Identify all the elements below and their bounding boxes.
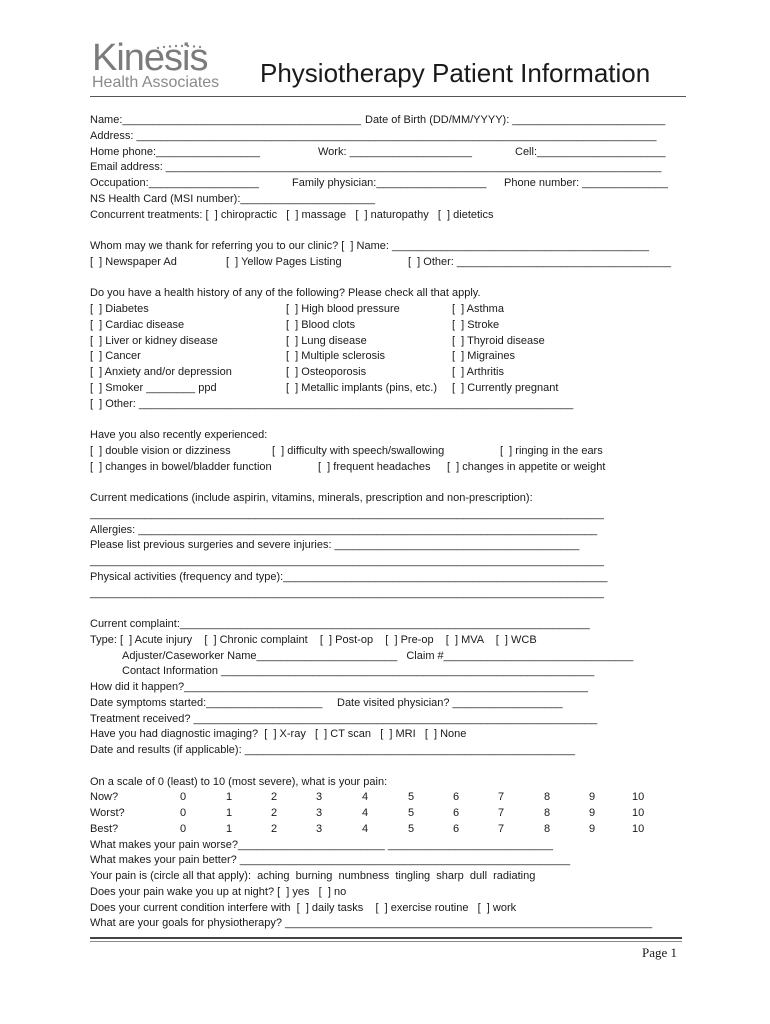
activities-extra-field[interactable]: ____________________________________________________________________________________ — [90, 586, 604, 599]
pain-wake-checkboxes[interactable]: Does your pain wake you up at night? [ ] yes [ ] no — [90, 885, 347, 898]
pain-scale-value[interactable]: 8 — [544, 822, 551, 835]
pain-scale-value[interactable]: 1 — [226, 791, 233, 804]
imaging-checkboxes[interactable]: Have you had diagnostic imaging? [ ] X-ray [ ] CT scan [ ] MRI [ ] None — [90, 728, 467, 741]
history-row — [90, 302, 690, 318]
logo-subtitle: Health Associates — [92, 74, 220, 91]
family-physician-field[interactable]: Family physician:__________________ — [292, 177, 487, 189]
referral-question[interactable]: Whom may we thank for referring you to our clinic? [ ] Name: __________________________________________ — [90, 240, 649, 252]
medications-intro: Current medications (include aspirin, vitamins, minerals, prescription and non-prescription): — [90, 492, 533, 504]
pain-scale-value[interactable]: 0 — [180, 791, 187, 804]
pain-scale-value[interactable]: 10 — [632, 807, 645, 819]
visited-physician-field[interactable]: Date visited physician? __________________ — [337, 696, 563, 709]
pain-scale-value[interactable]: 4 — [362, 807, 369, 819]
referral-other-field[interactable]: [ ] Other: ___________________________________ — [408, 255, 672, 268]
pain-scale-value[interactable]: 2 — [271, 807, 278, 819]
name-row — [90, 113, 690, 129]
pain-scale-intro: On a scale of 0 (least) to 10 (most severe), what is your pain: — [90, 775, 388, 788]
clinic-logo — [92, 38, 242, 94]
header-divider — [90, 96, 686, 97]
adjuster-field[interactable]: Adjuster/Caseworker Name_______________________ Claim #_______________________________ — [122, 649, 634, 662]
ns-health-card-field[interactable]: NS Health Card (MSI number):______________________ — [90, 192, 375, 205]
history-checkbox[interactable]: [ ] Blood clots — [286, 318, 356, 331]
home-phone-field[interactable]: Home phone:_________________ — [90, 145, 261, 158]
pain-worse-field[interactable]: What makes your pain worse?________________________ ___________________________ — [90, 838, 554, 851]
pain-scale-value[interactable]: 3 — [316, 822, 323, 835]
pain-scale-value[interactable]: 1 — [226, 822, 233, 835]
occupation-row — [90, 176, 690, 192]
concurrent-treatments[interactable]: Concurrent treatments: [ ] chiropractic [ ] massage [ ] naturopathy [ ] dietetics — [90, 208, 494, 221]
history-checkbox[interactable]: [ ] Thyroid disease — [452, 334, 545, 347]
history-checkbox[interactable]: [ ] Migraines — [452, 350, 515, 363]
history-row — [90, 349, 690, 365]
newspaper-ad-checkbox[interactable]: [ ] Newspaper Ad — [90, 255, 177, 268]
history-other-field[interactable]: [ ] Other: _______________________________________________________________________ — [90, 397, 574, 410]
form-body — [90, 113, 690, 932]
pain-scale-value[interactable]: 5 — [408, 807, 415, 819]
medications-field[interactable]: ____________________________________________________________________________________ — [90, 507, 604, 520]
pain-scale-value[interactable]: 2 — [271, 822, 278, 835]
imaging-results-field[interactable]: Date and results (if applicable): ______________________________________________________ — [90, 744, 576, 756]
pain-scale-row — [90, 806, 690, 822]
pain-scale-value[interactable]: 6 — [453, 791, 460, 804]
page-title: Physiotherapy Patient Information — [260, 58, 651, 88]
recent-row — [90, 444, 690, 460]
pain-scale-value[interactable]: 8 — [544, 791, 551, 804]
activities-field[interactable]: Physical activities (frequency and type):_____________________________________________________ — [90, 570, 608, 583]
pain-better-field[interactable]: What makes your pain better? ______________________________________________________ — [90, 854, 571, 867]
pain-type-options[interactable]: Your pain is (circle all that apply): aching burning numbness tingling sharp dull radiating — [90, 870, 536, 882]
history-checkbox[interactable]: [ ] Stroke — [452, 318, 500, 331]
history-checkbox[interactable]: [ ] Metallic implants (pins, etc.) — [286, 381, 437, 394]
history-checkbox[interactable]: [ ] Anxiety and/or depression — [90, 366, 232, 378]
history-checkbox[interactable]: [ ] Osteoporosis — [286, 366, 367, 378]
email-field[interactable]: Email address: _________________________________________________________________________________ — [90, 161, 662, 174]
how-happened-field[interactable]: How did it happen?__________________________________________________________________ — [90, 681, 588, 693]
pain-scale-value[interactable]: 9 — [589, 822, 596, 835]
recent-checkbox[interactable]: [ ] difficulty with speech/swallowing — [272, 444, 445, 457]
pain-scale-value[interactable]: 10 — [632, 822, 645, 835]
pain-scale-value[interactable]: 7 — [498, 807, 505, 819]
pain-scale-value[interactable]: 5 — [408, 791, 415, 804]
recent-checkbox[interactable]: [ ] changes in appetite or weight — [447, 460, 606, 473]
history-checkbox[interactable]: [ ] Diabetes — [90, 303, 149, 315]
history-checkbox[interactable]: [ ] Smoker ________ ppd — [90, 381, 217, 394]
treatment-received-field[interactable]: Treatment received? __________________________________________________________________ — [90, 712, 598, 725]
history-row — [90, 381, 690, 397]
pain-scale-value[interactable]: 9 — [589, 807, 596, 819]
phone-row — [90, 145, 690, 161]
history-row — [90, 318, 690, 334]
surgeries-field[interactable]: Please list previous surgeries and severe injuries: ________________________________________ — [90, 539, 580, 552]
pain-scale-value[interactable]: 5 — [408, 822, 415, 835]
history-checkbox[interactable]: [ ] Liver or kidney disease — [90, 334, 218, 347]
current-complaint-field[interactable]: Current complaint:___________________________________________________________________ — [90, 618, 590, 630]
recent-checkbox[interactable]: [ ] frequent headaches — [318, 460, 431, 473]
footer-divider-thin — [90, 941, 682, 942]
pain-scale-value[interactable]: 8 — [544, 807, 551, 819]
physician-phone-field[interactable]: Phone number: ______________ — [504, 177, 668, 189]
pain-scale-value[interactable]: 3 — [316, 807, 323, 819]
goals-field[interactable]: What are your goals for physiotherapy? ____________________________________________________________ — [90, 917, 653, 930]
pain-scale-value[interactable]: 4 — [362, 822, 369, 835]
cell-field[interactable]: Cell:_____________________ — [515, 145, 666, 158]
history-checkbox[interactable]: [ ] Asthma — [452, 303, 504, 315]
contact-info-field[interactable]: Contact Information _____________________________________________________________ — [122, 665, 595, 678]
pain-scale-value[interactable]: 1 — [226, 807, 233, 819]
interfere-checkboxes[interactable]: Does your current condition interfere with [ ] daily tasks [ ] exercise routine [ ] work — [90, 901, 517, 914]
pain-scale-value[interactable]: 6 — [453, 822, 460, 835]
history-checkbox[interactable]: [ ] Cancer — [90, 350, 141, 363]
history-checkbox[interactable]: [ ] Cardiac disease — [90, 318, 185, 331]
dob-field[interactable]: Date of Birth (DD/MM/YYYY): _________________________ — [365, 114, 666, 126]
pain-scale-value[interactable]: 7 — [498, 791, 505, 804]
pain-scale-value[interactable]: 10 — [632, 791, 645, 804]
footer-divider — [90, 937, 682, 939]
pain-scale-value[interactable]: 0 — [180, 807, 187, 819]
recent-row — [90, 460, 690, 476]
address-field[interactable]: Address: _____________________________________________________________________________________ — [90, 129, 657, 142]
pain-scale-value[interactable]: 6 — [453, 807, 460, 819]
history-checkbox[interactable]: [ ] Arthritis — [452, 366, 504, 378]
page-number: Page 1 — [642, 945, 678, 960]
work-phone-field[interactable]: Work: ____________________ — [318, 145, 472, 158]
name-field[interactable]: Name:_______________________________________ — [90, 114, 361, 126]
complaint-type-checkboxes[interactable]: Type: [ ] Acute injury [ ] Chronic complaint [ ] Post-op [ ] Pre-op [ ] MVA [ ] WCB — [90, 633, 537, 646]
referral-options-row — [90, 255, 690, 271]
occupation-field[interactable]: Occupation:__________________ — [90, 177, 259, 189]
symptoms-started-field[interactable]: Date symptoms started:___________________ — [90, 696, 323, 709]
recent-intro: Have you also recently experienced: — [90, 429, 268, 441]
history-checkbox[interactable]: [ ] Multiple sclerosis — [286, 350, 386, 363]
logo-word: Kinesis — [92, 37, 208, 79]
pain-scale-value[interactable]: 3 — [316, 791, 323, 804]
dates-row — [90, 696, 690, 712]
pain-scale-label: Now? — [90, 791, 119, 804]
pain-scale-value[interactable]: 7 — [498, 822, 505, 835]
history-checkbox[interactable]: [ ] Lung disease — [286, 334, 367, 347]
pain-scale-label: Worst? — [90, 807, 125, 819]
history-checkbox[interactable]: [ ] Currently pregnant — [452, 381, 559, 394]
pain-scale-label: Best? — [90, 822, 119, 835]
pain-scale-value[interactable]: 0 — [180, 822, 187, 835]
pain-scale-row — [90, 790, 690, 806]
recent-checkbox[interactable]: [ ] changes in bowel/bladder function — [90, 460, 272, 473]
history-checkbox[interactable]: [ ] High blood pressure — [286, 303, 400, 315]
surgeries-extra-field[interactable]: ____________________________________________________________________________________ — [90, 555, 604, 567]
recent-checkbox[interactable]: [ ] ringing in the ears — [500, 444, 603, 457]
history-row — [90, 334, 690, 350]
pain-scale-value[interactable]: 4 — [362, 791, 369, 804]
pain-scale-value[interactable]: 2 — [271, 791, 278, 804]
allergies-field[interactable]: Allergies: ___________________________________________________________________________ — [90, 523, 598, 536]
history-row — [90, 365, 690, 381]
recent-checkbox[interactable]: [ ] double vision or dizziness — [90, 444, 231, 457]
history-intro: Do you have a health history of any of the following? Please check all that apply. — [90, 287, 481, 300]
yellow-pages-checkbox[interactable]: [ ] Yellow Pages Listing — [226, 255, 342, 268]
pain-scale-row — [90, 822, 690, 838]
pain-scale-value[interactable]: 9 — [589, 791, 596, 804]
